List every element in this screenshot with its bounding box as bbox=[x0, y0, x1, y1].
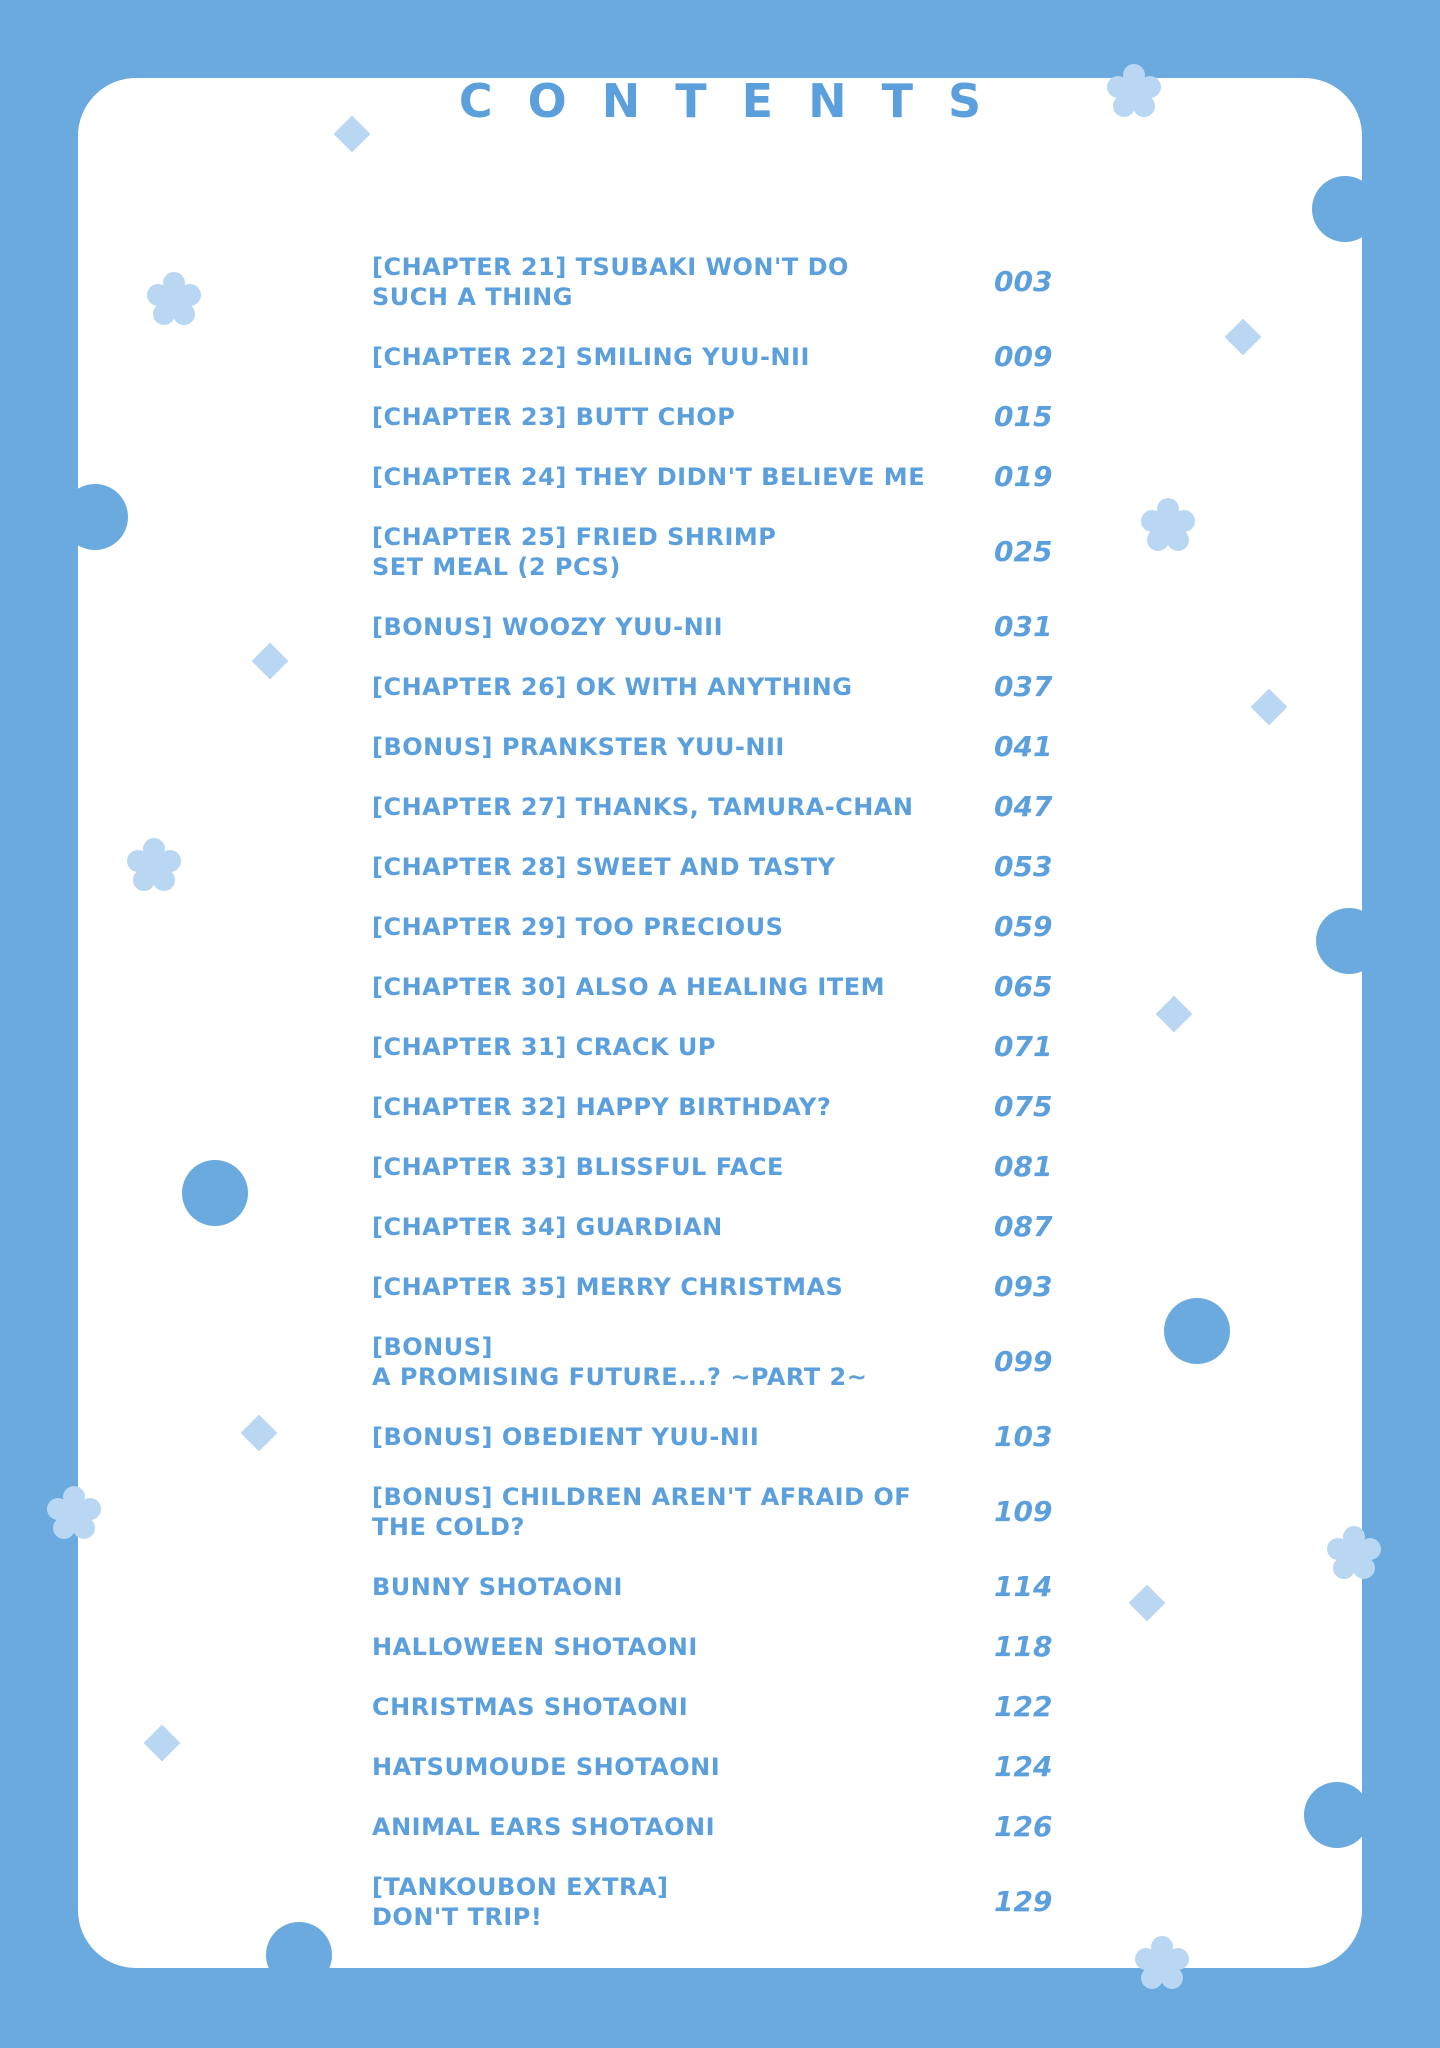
toc-entry-title: [TANKOUBON EXTRA] DON'T TRIP! bbox=[372, 1873, 669, 1931]
circle-dot-icon bbox=[1164, 1298, 1230, 1364]
toc-entry-title: [CHAPTER 29] TOO PRECIOUS bbox=[372, 913, 784, 941]
toc-entry-title: ANIMAL EARS SHOTAONI bbox=[372, 1813, 716, 1841]
toc-entry-page-number: 031 bbox=[994, 610, 1053, 643]
toc-entry-page-number: 124 bbox=[994, 1750, 1053, 1783]
toc-entry-title: [CHAPTER 23] BUTT CHOP bbox=[372, 403, 736, 431]
toc-entry-page-number: 093 bbox=[994, 1270, 1053, 1303]
toc-entry-page-number: 041 bbox=[994, 730, 1053, 763]
toc-entry-page-number: 081 bbox=[994, 1150, 1053, 1183]
toc-entry-title: [CHAPTER 28] SWEET AND TASTY bbox=[372, 853, 836, 881]
circle-dot-icon bbox=[1316, 908, 1382, 974]
toc-entry-title: [CHAPTER 34] GUARDIAN bbox=[372, 1213, 723, 1241]
toc-entry-title: [CHAPTER 27] THANKS, TAMURA-CHAN bbox=[372, 793, 914, 821]
toc-entry-title: [CHAPTER 21] TSUBAKI WON'T DO SUCH A THING bbox=[372, 253, 849, 311]
toc-entry-page-number: 071 bbox=[994, 1030, 1053, 1063]
page-title: CONTENTS bbox=[458, 74, 1017, 128]
toc-entry-page-number: 019 bbox=[994, 460, 1053, 493]
toc-entry-title: [CHAPTER 24] THEY DIDN'T BELIEVE ME bbox=[372, 463, 926, 491]
toc-entry-title: HATSUMOUDE SHOTAONI bbox=[372, 1753, 721, 1781]
toc-entry-title: [CHAPTER 31] CRACK UP bbox=[372, 1033, 716, 1061]
toc-entry-page-number: 059 bbox=[994, 910, 1053, 943]
toc-entry-page-number: 126 bbox=[994, 1810, 1053, 1843]
toc-entry-page-number: 047 bbox=[994, 790, 1053, 823]
toc-entry-title: CHRISTMAS SHOTAONI bbox=[372, 1693, 689, 1721]
circle-dot-icon bbox=[1312, 176, 1378, 242]
circle-dot-icon bbox=[182, 1160, 248, 1226]
toc-entry-title: [CHAPTER 30] ALSO A HEALING ITEM bbox=[372, 973, 885, 1001]
toc-entry-page-number: 025 bbox=[994, 535, 1053, 568]
toc-entry-title: [BONUS] PRANKSTER YUU-NII bbox=[372, 733, 785, 761]
toc-entry-title: HALLOWEEN SHOTAONI bbox=[372, 1633, 698, 1661]
toc-entry-page-number: 129 bbox=[994, 1885, 1053, 1918]
toc-entry-title: [CHAPTER 32] HAPPY BIRTHDAY? bbox=[372, 1093, 832, 1121]
toc-entry-title: [BONUS] OBEDIENT YUU-NII bbox=[372, 1423, 760, 1451]
toc-entry-title: [BONUS] WOOZY YUU-NII bbox=[372, 613, 724, 641]
toc-entry-page-number: 053 bbox=[994, 850, 1053, 883]
toc-entry-page-number: 075 bbox=[994, 1090, 1053, 1123]
star-flower-icon bbox=[144, 268, 204, 328]
toc-entry-page-number: 037 bbox=[994, 670, 1053, 703]
toc-entry-page-number: 015 bbox=[994, 400, 1053, 433]
toc-entry-title: [CHAPTER 26] OK WITH ANYTHING bbox=[372, 673, 853, 701]
star-flower-icon bbox=[124, 834, 184, 894]
toc-entry-page-number: 114 bbox=[994, 1570, 1053, 1603]
toc-entry-page-number: 109 bbox=[994, 1495, 1053, 1528]
circle-dot-icon bbox=[266, 1922, 332, 1988]
star-flower-icon bbox=[1324, 1522, 1384, 1582]
star-flower-icon bbox=[1132, 1932, 1192, 1992]
toc-entry-page-number: 099 bbox=[994, 1345, 1053, 1378]
toc-entry-page-number: 118 bbox=[994, 1630, 1053, 1663]
toc-entry-page-number: 065 bbox=[994, 970, 1053, 1003]
star-flower-icon bbox=[1138, 494, 1198, 554]
toc-entry-page-number: 003 bbox=[994, 265, 1053, 298]
star-flower-icon bbox=[44, 1482, 104, 1542]
toc-entry-page-number: 087 bbox=[994, 1210, 1053, 1243]
toc-entry-page-number: 122 bbox=[994, 1690, 1053, 1723]
toc-entry-page-number: 009 bbox=[994, 340, 1053, 373]
toc-entry-title: [CHAPTER 33] BLISSFUL FACE bbox=[372, 1153, 784, 1181]
toc-entry-page-number: 103 bbox=[994, 1420, 1053, 1453]
toc-entry-title: [BONUS] CHILDREN AREN'T AFRAID OF THE COLD? bbox=[372, 1483, 912, 1541]
toc-entry-title: [CHAPTER 22] SMILING YUU-NII bbox=[372, 343, 810, 371]
toc-entry-title: BUNNY SHOTAONI bbox=[372, 1573, 623, 1601]
toc-entry-title: [BONUS] A PROMISING FUTURE...? ~PART 2~ bbox=[372, 1333, 868, 1391]
toc-entry-title: [CHAPTER 25] FRIED SHRIMP SET MEAL (2 PCS) bbox=[372, 523, 777, 581]
toc-entry-title: [CHAPTER 35] MERRY CHRISTMAS bbox=[372, 1273, 844, 1301]
circle-dot-icon bbox=[62, 484, 128, 550]
circle-dot-icon bbox=[1304, 1782, 1370, 1848]
